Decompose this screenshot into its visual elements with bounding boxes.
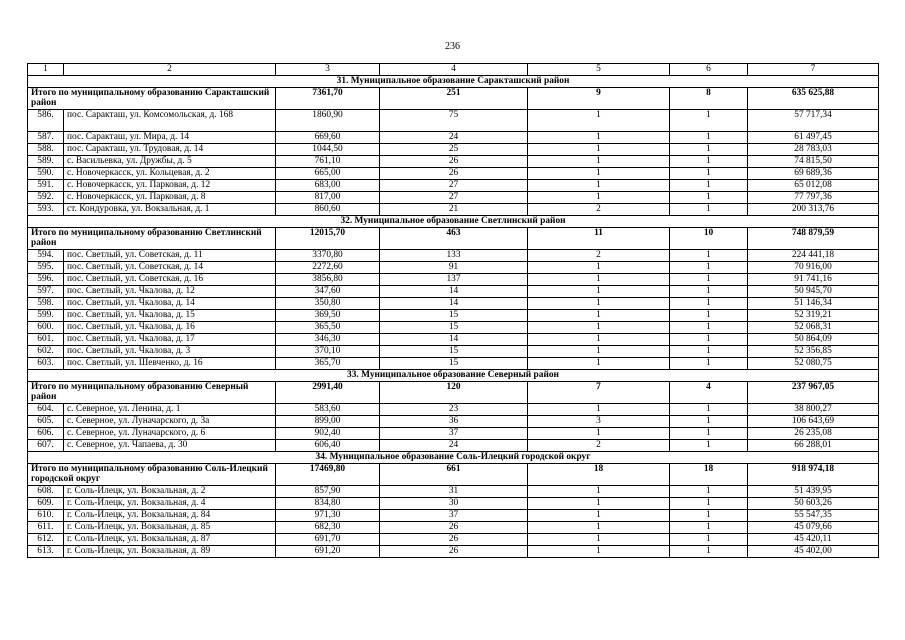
row-col6: 1 bbox=[670, 440, 748, 452]
row-col6: 1 bbox=[670, 486, 748, 498]
total-col5: 11 bbox=[528, 228, 670, 250]
row-sum: 57 717,34 bbox=[748, 110, 879, 132]
total-area: 2991,40 bbox=[276, 382, 380, 404]
total-col5: 7 bbox=[528, 382, 670, 404]
section-title: 33. Муниципальное образование Северный район bbox=[28, 370, 879, 382]
table-row bbox=[28, 522, 879, 534]
row-col6: 1 bbox=[670, 262, 748, 274]
row-address: г. Соль-Илецк, ул. Вокзальная, д. 89 bbox=[64, 546, 276, 558]
total-col6: 10 bbox=[670, 228, 748, 250]
table-row bbox=[28, 416, 879, 428]
row-area: 834,80 bbox=[276, 498, 380, 510]
row-col6: 1 bbox=[670, 546, 748, 558]
column-header: 1 bbox=[28, 64, 64, 76]
table-row bbox=[28, 404, 879, 416]
row-col4: 27 bbox=[380, 192, 528, 204]
row-col5: 1 bbox=[528, 486, 670, 498]
row-col5: 1 bbox=[528, 298, 670, 310]
row-col4: 24 bbox=[380, 132, 528, 144]
table-row bbox=[28, 204, 879, 216]
row-area: 365,70 bbox=[276, 358, 380, 370]
row-area: 350,80 bbox=[276, 298, 380, 310]
table-row bbox=[28, 262, 879, 274]
housing-table bbox=[27, 63, 879, 558]
row-sum: 28 783,03 bbox=[748, 144, 879, 156]
table-row bbox=[28, 144, 879, 156]
total-col6: 18 bbox=[670, 464, 748, 486]
row-sum: 77 797,36 bbox=[748, 192, 879, 204]
column-header: 5 bbox=[528, 64, 670, 76]
row-col5: 1 bbox=[528, 110, 670, 132]
row-col4: 30 bbox=[380, 498, 528, 510]
section-title-row bbox=[28, 452, 879, 464]
row-col4: 27 bbox=[380, 180, 528, 192]
row-col6: 1 bbox=[670, 358, 748, 370]
row-number: 606. bbox=[28, 428, 64, 440]
row-address: пос. Светлый, ул. Советская, д. 14 bbox=[64, 262, 276, 274]
total-label: Итого по муниципальному образованию Саракташский район bbox=[28, 88, 276, 110]
row-number: 598. bbox=[28, 298, 64, 310]
row-col6: 1 bbox=[670, 346, 748, 358]
header-row bbox=[28, 64, 879, 76]
row-area: 365,50 bbox=[276, 322, 380, 334]
total-col4: 661 bbox=[380, 464, 528, 486]
column-header: 6 bbox=[670, 64, 748, 76]
row-col4: 75 bbox=[380, 110, 528, 132]
row-col5: 3 bbox=[528, 416, 670, 428]
row-col6: 1 bbox=[670, 310, 748, 322]
row-address: с. Новочеркасск, ул. Парковая, д. 8 bbox=[64, 192, 276, 204]
table-row bbox=[28, 546, 879, 558]
section-total-row bbox=[28, 228, 879, 250]
row-col5: 1 bbox=[528, 510, 670, 522]
row-area: 691,20 bbox=[276, 546, 380, 558]
row-col6: 1 bbox=[670, 180, 748, 192]
row-address: пос. Светлый, ул. Советская, д. 11 bbox=[64, 250, 276, 262]
row-number: 588. bbox=[28, 144, 64, 156]
row-number: 603. bbox=[28, 358, 64, 370]
row-col6: 1 bbox=[670, 250, 748, 262]
column-header: 3 bbox=[276, 64, 380, 76]
row-col4: 31 bbox=[380, 486, 528, 498]
section-total-row bbox=[28, 464, 879, 486]
row-sum: 200 313,76 bbox=[748, 204, 879, 216]
row-address: с. Северное, ул. Чапаева, д. 30 bbox=[64, 440, 276, 452]
row-col5: 1 bbox=[528, 346, 670, 358]
row-area: 669,60 bbox=[276, 132, 380, 144]
section-title-row bbox=[28, 216, 879, 228]
row-col5: 2 bbox=[528, 440, 670, 452]
table-row bbox=[28, 192, 879, 204]
row-col5: 1 bbox=[528, 192, 670, 204]
row-col6: 1 bbox=[670, 192, 748, 204]
total-col6: 4 bbox=[670, 382, 748, 404]
row-area: 3856,80 bbox=[276, 274, 380, 286]
table-row bbox=[28, 534, 879, 546]
row-area: 860,60 bbox=[276, 204, 380, 216]
row-number: 596. bbox=[28, 274, 64, 286]
row-address: с. Новочеркасск, ул. Кольцевая, д. 2 bbox=[64, 168, 276, 180]
row-area: 1044,50 bbox=[276, 144, 380, 156]
row-col6: 1 bbox=[670, 110, 748, 132]
row-number: 589. bbox=[28, 156, 64, 168]
total-area: 12015,70 bbox=[276, 228, 380, 250]
row-col6: 1 bbox=[670, 298, 748, 310]
row-col4: 14 bbox=[380, 298, 528, 310]
row-col4: 15 bbox=[380, 358, 528, 370]
row-col4: 36 bbox=[380, 416, 528, 428]
row-area: 3370,80 bbox=[276, 250, 380, 262]
total-label: Итого по муниципальному образованию Северный район bbox=[28, 382, 276, 404]
row-address: г. Соль-Илецк, ул. Вокзальная, д. 85 bbox=[64, 522, 276, 534]
total-col4: 251 bbox=[380, 88, 528, 110]
row-address: с. Васильевка, ул. Дружбы, д. 5 bbox=[64, 156, 276, 168]
row-col4: 26 bbox=[380, 522, 528, 534]
row-sum: 55 547,35 bbox=[748, 510, 879, 522]
row-col4: 14 bbox=[380, 334, 528, 346]
row-col4: 24 bbox=[380, 440, 528, 452]
row-col4: 37 bbox=[380, 510, 528, 522]
table-row bbox=[28, 110, 879, 132]
row-col5: 1 bbox=[528, 262, 670, 274]
row-col6: 1 bbox=[670, 204, 748, 216]
row-col6: 1 bbox=[670, 404, 748, 416]
total-area: 7361,70 bbox=[276, 88, 380, 110]
row-col5: 1 bbox=[528, 358, 670, 370]
row-address: пос. Светлый, ул. Чкалова, д. 15 bbox=[64, 310, 276, 322]
row-number: 590. bbox=[28, 168, 64, 180]
row-col4: 133 bbox=[380, 250, 528, 262]
row-address: г. Соль-Илецк, ул. Вокзальная, д. 4 bbox=[64, 498, 276, 510]
row-col6: 1 bbox=[670, 416, 748, 428]
row-number: 593. bbox=[28, 204, 64, 216]
row-sum: 26 235,08 bbox=[748, 428, 879, 440]
row-col5: 1 bbox=[528, 334, 670, 346]
row-sum: 65 012,08 bbox=[748, 180, 879, 192]
row-col4: 26 bbox=[380, 534, 528, 546]
table-row bbox=[28, 498, 879, 510]
row-col6: 1 bbox=[670, 428, 748, 440]
row-address: с. Северное, ул. Ленина, д. 1 bbox=[64, 404, 276, 416]
section-title: 31. Муниципальное образование Саракташский район bbox=[28, 76, 879, 88]
row-col4: 15 bbox=[380, 346, 528, 358]
row-number: 608. bbox=[28, 486, 64, 498]
row-sum: 51 146,34 bbox=[748, 298, 879, 310]
row-address: пос. Светлый, ул. Чкалова, д. 17 bbox=[64, 334, 276, 346]
total-col5: 9 bbox=[528, 88, 670, 110]
row-sum: 50 603,26 bbox=[748, 498, 879, 510]
row-col4: 91 bbox=[380, 262, 528, 274]
row-area: 902,40 bbox=[276, 428, 380, 440]
row-area: 369,50 bbox=[276, 310, 380, 322]
row-number: 605. bbox=[28, 416, 64, 428]
row-col5: 1 bbox=[528, 310, 670, 322]
row-address: г. Соль-Илецк, ул. Вокзальная, д. 87 bbox=[64, 534, 276, 546]
row-col4: 23 bbox=[380, 404, 528, 416]
section-title: 34. Муниципальное образование Соль-Илецкий городской округ bbox=[28, 452, 879, 464]
row-area: 346,30 bbox=[276, 334, 380, 346]
row-area: 857,90 bbox=[276, 486, 380, 498]
row-area: 761,10 bbox=[276, 156, 380, 168]
row-number: 597. bbox=[28, 286, 64, 298]
row-col6: 1 bbox=[670, 334, 748, 346]
total-label: Итого по муниципальному образованию Светлинский район bbox=[28, 228, 276, 250]
table-row bbox=[28, 358, 879, 370]
row-address: с. Новочеркасск, ул. Парковая, д. 12 bbox=[64, 180, 276, 192]
row-col5: 1 bbox=[528, 546, 670, 558]
row-sum: 66 288,01 bbox=[748, 440, 879, 452]
table-row bbox=[28, 286, 879, 298]
row-col4: 26 bbox=[380, 156, 528, 168]
row-area: 817,00 bbox=[276, 192, 380, 204]
row-number: 609. bbox=[28, 498, 64, 510]
total-sum: 748 879,59 bbox=[748, 228, 879, 250]
row-col5: 1 bbox=[528, 156, 670, 168]
table-row bbox=[28, 298, 879, 310]
row-address: пос. Светлый, ул. Чкалова, д. 16 bbox=[64, 322, 276, 334]
row-number: 599. bbox=[28, 310, 64, 322]
row-address: с. Северное, ул. Луначарского, д. 3а bbox=[64, 416, 276, 428]
row-col6: 1 bbox=[670, 144, 748, 156]
total-col5: 18 bbox=[528, 464, 670, 486]
row-col4: 26 bbox=[380, 546, 528, 558]
row-col5: 1 bbox=[528, 534, 670, 546]
row-sum: 52 068,31 bbox=[748, 322, 879, 334]
row-col5: 1 bbox=[528, 498, 670, 510]
row-address: с. Северное, ул. Луначарского, д. 6 bbox=[64, 428, 276, 440]
table-row bbox=[28, 310, 879, 322]
row-sum: 52 356,85 bbox=[748, 346, 879, 358]
row-number: 612. bbox=[28, 534, 64, 546]
row-sum: 45 079,66 bbox=[748, 522, 879, 534]
section-total-row bbox=[28, 382, 879, 404]
column-header: 4 bbox=[380, 64, 528, 76]
row-col6: 1 bbox=[670, 168, 748, 180]
row-area: 606,40 bbox=[276, 440, 380, 452]
row-col5: 1 bbox=[528, 404, 670, 416]
row-col5: 1 bbox=[528, 132, 670, 144]
row-address: пос. Светлый, ул. Шевченко, д. 16 bbox=[64, 358, 276, 370]
total-sum: 918 974,18 bbox=[748, 464, 879, 486]
total-sum: 635 625,88 bbox=[748, 88, 879, 110]
row-number: 594. bbox=[28, 250, 64, 262]
row-area: 665,00 bbox=[276, 168, 380, 180]
row-number: 587. bbox=[28, 132, 64, 144]
column-header: 7 bbox=[748, 64, 879, 76]
table-row bbox=[28, 180, 879, 192]
row-number: 592. bbox=[28, 192, 64, 204]
row-number: 600. bbox=[28, 322, 64, 334]
row-col5: 1 bbox=[528, 274, 670, 286]
row-col6: 1 bbox=[670, 132, 748, 144]
table-row bbox=[28, 334, 879, 346]
row-area: 583,60 bbox=[276, 404, 380, 416]
total-label: Итого по муниципальному образованию Соль-Илецкий городской округ bbox=[28, 464, 276, 486]
row-area: 1860,90 bbox=[276, 110, 380, 132]
row-sum: 51 439,95 bbox=[748, 486, 879, 498]
row-col4: 25 bbox=[380, 144, 528, 156]
row-sum: 50 864,09 bbox=[748, 334, 879, 346]
row-number: 610. bbox=[28, 510, 64, 522]
row-sum: 91 741,16 bbox=[748, 274, 879, 286]
column-header: 2 bbox=[64, 64, 276, 76]
table-row bbox=[28, 250, 879, 262]
row-col4: 26 bbox=[380, 168, 528, 180]
row-sum: 45 402,00 bbox=[748, 546, 879, 558]
table-row bbox=[28, 346, 879, 358]
row-sum: 38 800,27 bbox=[748, 404, 879, 416]
row-col4: 15 bbox=[380, 310, 528, 322]
row-sum: 70 916,00 bbox=[748, 262, 879, 274]
row-col6: 1 bbox=[670, 156, 748, 168]
row-number: 595. bbox=[28, 262, 64, 274]
row-address: пос. Светлый, ул. Чкалова, д. 12 bbox=[64, 286, 276, 298]
table-body bbox=[28, 64, 879, 558]
row-col6: 1 bbox=[670, 274, 748, 286]
table-row bbox=[28, 156, 879, 168]
row-col5: 1 bbox=[528, 428, 670, 440]
row-number: 591. bbox=[28, 180, 64, 192]
row-address: пос. Светлый, ул. Чкалова, д. 3 bbox=[64, 346, 276, 358]
total-col4: 463 bbox=[380, 228, 528, 250]
total-sum: 237 967,05 bbox=[748, 382, 879, 404]
row-area: 347,60 bbox=[276, 286, 380, 298]
row-area: 2272,60 bbox=[276, 262, 380, 274]
row-sum: 52 319,21 bbox=[748, 310, 879, 322]
row-col6: 1 bbox=[670, 522, 748, 534]
row-number: 611. bbox=[28, 522, 64, 534]
row-col5: 1 bbox=[528, 522, 670, 534]
row-col6: 1 bbox=[670, 510, 748, 522]
row-area: 682,30 bbox=[276, 522, 380, 534]
table-row bbox=[28, 486, 879, 498]
row-area: 691,70 bbox=[276, 534, 380, 546]
row-col4: 21 bbox=[380, 204, 528, 216]
section-title-row bbox=[28, 76, 879, 88]
row-col6: 1 bbox=[670, 322, 748, 334]
row-sum: 106 643,69 bbox=[748, 416, 879, 428]
section-title: 32. Муниципальное образование Светлинский район bbox=[28, 216, 879, 228]
row-sum: 52 080,75 bbox=[748, 358, 879, 370]
row-col5: 1 bbox=[528, 168, 670, 180]
row-number: 601. bbox=[28, 334, 64, 346]
row-address: пос. Светлый, ул. Чкалова, д. 14 bbox=[64, 298, 276, 310]
row-col5: 1 bbox=[528, 144, 670, 156]
section-total-row bbox=[28, 88, 879, 110]
row-area: 899,00 bbox=[276, 416, 380, 428]
page-number: 236 bbox=[445, 41, 460, 52]
total-col4: 120 bbox=[380, 382, 528, 404]
row-col6: 1 bbox=[670, 498, 748, 510]
row-number: 607. bbox=[28, 440, 64, 452]
row-number: 602. bbox=[28, 346, 64, 358]
row-sum: 224 441,18 bbox=[748, 250, 879, 262]
row-address: пос. Светлый, ул. Советская, д. 16 bbox=[64, 274, 276, 286]
row-sum: 50 945,70 bbox=[748, 286, 879, 298]
row-address: г. Соль-Илецк, ул. Вокзальная, д. 2 bbox=[64, 486, 276, 498]
table-row bbox=[28, 440, 879, 452]
row-number: 604. bbox=[28, 404, 64, 416]
table-row bbox=[28, 510, 879, 522]
table-row bbox=[28, 322, 879, 334]
row-sum: 61 497,45 bbox=[748, 132, 879, 144]
row-sum: 69 689,36 bbox=[748, 168, 879, 180]
row-col5: 2 bbox=[528, 204, 670, 216]
row-col6: 1 bbox=[670, 534, 748, 546]
row-address: г. Соль-Илецк, ул. Вокзальная, д. 84 bbox=[64, 510, 276, 522]
row-col4: 137 bbox=[380, 274, 528, 286]
table-row bbox=[28, 274, 879, 286]
total-col6: 8 bbox=[670, 88, 748, 110]
total-area: 17469,80 bbox=[276, 464, 380, 486]
section-title-row bbox=[28, 370, 879, 382]
row-sum: 74 815,50 bbox=[748, 156, 879, 168]
row-col5: 2 bbox=[528, 250, 670, 262]
row-sum: 45 420,11 bbox=[748, 534, 879, 546]
row-area: 370,10 bbox=[276, 346, 380, 358]
row-address: пос. Саракташ, ул. Комсомольская, д. 168 bbox=[64, 110, 276, 132]
row-col5: 1 bbox=[528, 180, 670, 192]
row-number: 586. bbox=[28, 110, 64, 132]
table-row bbox=[28, 428, 879, 440]
row-number: 613. bbox=[28, 546, 64, 558]
row-col6: 1 bbox=[670, 286, 748, 298]
row-col5: 1 bbox=[528, 322, 670, 334]
row-col4: 15 bbox=[380, 322, 528, 334]
row-address: пос. Саракташ, ул. Трудовая, д. 14 bbox=[64, 144, 276, 156]
row-col4: 37 bbox=[380, 428, 528, 440]
row-area: 683,00 bbox=[276, 180, 380, 192]
row-address: ст. Кондуровка, ул. Вокзальная, д. 1 bbox=[64, 204, 276, 216]
row-col5: 1 bbox=[528, 286, 670, 298]
row-col4: 14 bbox=[380, 286, 528, 298]
row-area: 971,30 bbox=[276, 510, 380, 522]
table-row bbox=[28, 168, 879, 180]
table-row bbox=[28, 132, 879, 144]
row-address: пос. Саракташ, ул. Мира, д. 14 bbox=[64, 132, 276, 144]
